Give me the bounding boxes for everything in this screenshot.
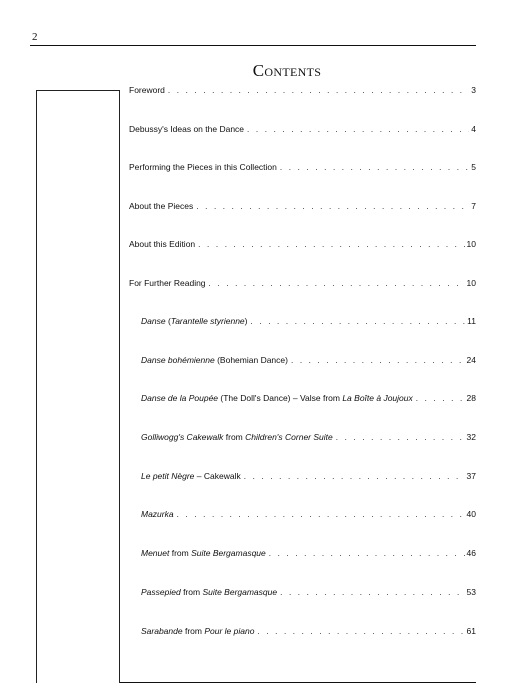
- toc-entry-title: Golliwogg's Cakewalk from Children's Corner Suite: [141, 432, 333, 442]
- toc-entry-title: For Further Reading: [129, 278, 206, 288]
- toc-entry-title: Mazurka: [141, 509, 174, 519]
- left-frame-box: [36, 90, 120, 683]
- dot-leader: [280, 586, 464, 600]
- toc-entry-further-reading[interactable]: [129, 276, 476, 290]
- toc-entry-title: About the Pieces: [129, 201, 194, 211]
- toc-entry-page: 32: [466, 432, 476, 442]
- toc-entry-page: 53: [466, 587, 476, 597]
- toc-entry-page: 3: [471, 85, 476, 95]
- toc-entry-title: Debussy's Ideas on the Dance: [129, 124, 245, 134]
- toc-entry-about-pieces[interactable]: [129, 199, 476, 213]
- dot-leader: [257, 625, 464, 639]
- toc-entry-page: 5: [471, 162, 476, 172]
- dot-leader: [168, 84, 469, 98]
- toc-entry-page: 10: [466, 278, 476, 288]
- toc-entry-page: 4: [471, 124, 476, 134]
- dot-leader: [209, 277, 465, 291]
- toc-entry-title: Foreword: [129, 85, 165, 95]
- dot-leader: [416, 392, 465, 406]
- toc-entry-menuet[interactable]: [141, 546, 476, 560]
- toc-entry-page: 10: [466, 239, 476, 249]
- contents-title: Contents: [252, 61, 322, 80]
- toc-entry-passepied[interactable]: [141, 585, 476, 599]
- top-rule: [30, 45, 476, 46]
- toc-entry-petit-negre[interactable]: [141, 469, 476, 483]
- dot-leader: [251, 315, 466, 329]
- toc-entry-performing[interactable]: [129, 160, 476, 174]
- toc-entry-danse[interactable]: [141, 314, 476, 328]
- toc-entry-title: About this Edition: [129, 239, 196, 249]
- toc-entry-golliwogg[interactable]: [141, 430, 476, 444]
- toc-entry-title: Performing the Pieces in this Collection: [129, 162, 277, 172]
- dot-leader: [247, 123, 469, 137]
- dot-leader: [280, 161, 469, 175]
- toc-entry-title: Danse de la Poupée (The Doll's Dance) – Valse from La Boîte à Joujoux: [141, 393, 413, 403]
- dot-leader: [336, 431, 465, 445]
- toc-entry-danse-bohemienne[interactable]: [141, 353, 476, 367]
- toc-entry-page: 7: [471, 201, 476, 211]
- toc-entry-page: 24: [466, 355, 476, 365]
- toc-entry-page: 37: [466, 471, 476, 481]
- toc-entry-page: 46: [466, 548, 476, 558]
- toc-entry-about-edition[interactable]: [129, 237, 476, 251]
- dot-leader: [196, 200, 469, 214]
- toc-entry-title: Passepied from Suite Bergamasque: [141, 587, 278, 597]
- dot-leader: [244, 470, 465, 484]
- toc-entry-title: Danse (Tarantelle styrienne): [141, 316, 248, 326]
- toc-entry-page: 28: [466, 393, 476, 403]
- toc-entry-title: Sarabande from Pour le piano: [141, 626, 255, 636]
- toc-entry-foreword[interactable]: [129, 83, 476, 97]
- dot-leader: [291, 354, 465, 368]
- toc-entry-title: Le petit Nègre – Cakewalk: [141, 471, 241, 481]
- toc-entry-danse-poupee[interactable]: [141, 391, 476, 405]
- toc-entry-page: 40: [466, 509, 476, 519]
- bottom-rule: [120, 682, 476, 683]
- toc-entry-page: 61: [466, 626, 476, 636]
- toc-entry-title: Danse bohémienne (Bohemian Dance): [141, 355, 288, 365]
- dot-leader: [177, 508, 465, 522]
- toc-entry-page: 11: [467, 316, 476, 326]
- toc-entry-mazurka[interactable]: [141, 507, 476, 521]
- page-number: 2: [32, 31, 38, 43]
- dot-leader: [198, 238, 464, 252]
- toc-entry-ideas-on-dance[interactable]: [129, 122, 476, 136]
- dot-leader: [269, 547, 465, 561]
- toc-entry-title: Menuet from Suite Bergamasque: [141, 548, 266, 558]
- toc-entry-sarabande[interactable]: [141, 624, 476, 638]
